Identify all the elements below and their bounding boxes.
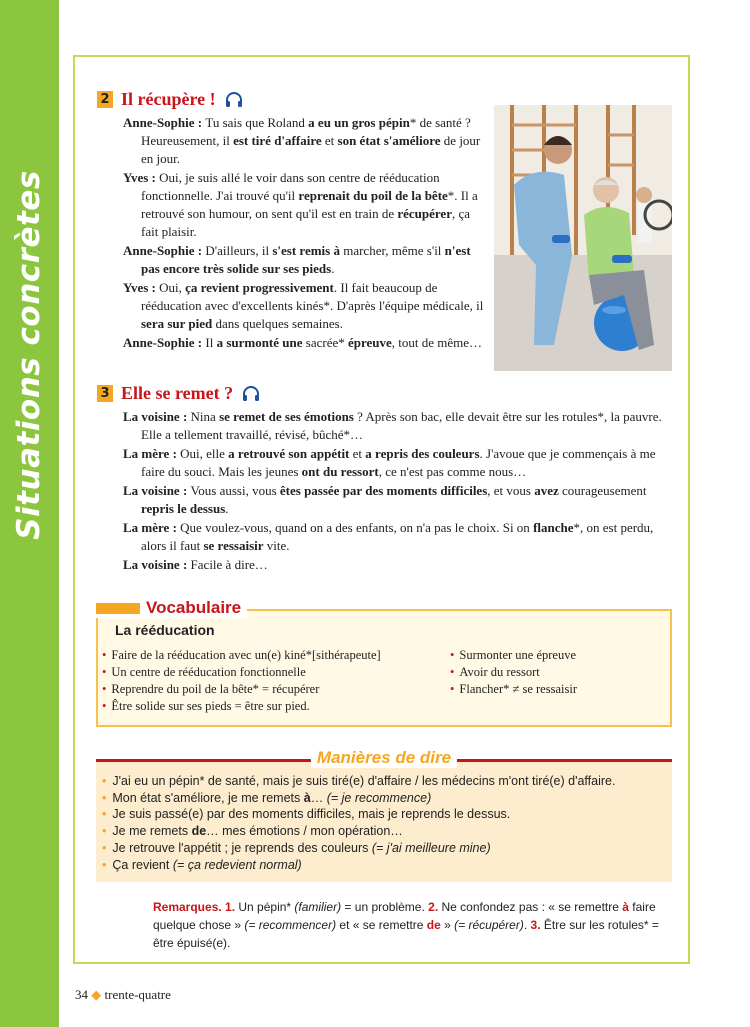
key-expression: récupérer bbox=[397, 206, 452, 221]
manieres-text: de bbox=[191, 824, 207, 839]
dialog-text: . J'avoue que je commençais à me faire du souci. Mais les jeunes bbox=[141, 446, 656, 479]
dialog-text: , ça fait plaisir. bbox=[141, 206, 471, 239]
manieres-item bbox=[102, 790, 615, 807]
dialog-text: marcher, même s'il bbox=[339, 243, 445, 258]
key-expression: a surmonté une bbox=[216, 335, 303, 350]
key-expression: repris le dessus bbox=[141, 501, 226, 516]
key-expression: est tiré d'affaire bbox=[233, 133, 322, 148]
key-expression: êtes passée par des moments difficiles bbox=[279, 483, 488, 498]
remarques-text: Être sur les rotules* = être épuisé(e). bbox=[153, 918, 659, 950]
dialog-text: . bbox=[331, 261, 335, 276]
dialog-text: sacrée* bbox=[302, 335, 348, 350]
dialog-text: et bbox=[321, 133, 338, 148]
remarques-text: faire quelque chose » bbox=[153, 900, 656, 932]
dialog-text: Vous aussi, vous bbox=[190, 483, 280, 498]
vocabulary-item: • Faire de la rééducation avec un(e) kiné*[sithérapeute] bbox=[102, 647, 381, 664]
speaker-name: La voisine : bbox=[123, 483, 191, 498]
manieres-item bbox=[102, 857, 615, 874]
dialog-text: et bbox=[349, 446, 366, 461]
section-2-dialog-line bbox=[123, 279, 485, 333]
remarques-text: Remarques. 1. bbox=[153, 900, 236, 914]
key-expression: épreuve bbox=[347, 335, 392, 350]
dialog-text: Oui, je suis allé le voir dans son centre de rééducation fonctionnelle. J'ai trouvé qu'il bbox=[141, 170, 440, 203]
manieres-text: Mon état s'améliore, je me remets bbox=[112, 790, 304, 805]
dialog-text: Que voulez-vous, quand on a des enfants, on n'a pas le choix. Si on bbox=[180, 520, 534, 535]
dialog-text: Oui, elle bbox=[180, 446, 229, 461]
section-3-dialog-line bbox=[123, 519, 673, 555]
remarques-text: (familier) bbox=[294, 900, 342, 914]
vocabulary-bar bbox=[96, 603, 140, 614]
manieres-text: (= je recommence) bbox=[326, 790, 432, 805]
key-expression: son état s'améliore bbox=[337, 133, 441, 148]
dialog-text: Facile à dire… bbox=[190, 557, 268, 572]
remarques-text: Ne confondez pas : « se remettre bbox=[438, 900, 623, 914]
vocabulary-item: • Être solide sur ses pieds = être sur pied. bbox=[102, 698, 381, 715]
vocabulary-item: • Surmonter une épreuve bbox=[450, 647, 577, 664]
key-expression: sera sur pied bbox=[141, 316, 213, 331]
section-2-header bbox=[97, 89, 244, 110]
section-2-title: Il récupère ! bbox=[121, 89, 216, 109]
section-3-dialog-line bbox=[123, 445, 673, 481]
dialog-text: Tu sais que Roland bbox=[205, 115, 309, 130]
manieres-item bbox=[102, 840, 615, 857]
speaker-name: Anne-Sophie : bbox=[123, 335, 206, 350]
remarques-note bbox=[153, 898, 673, 952]
section-2-dialog bbox=[123, 114, 485, 353]
section-2-dialog-line bbox=[123, 169, 485, 241]
section-3-dialog bbox=[123, 408, 673, 575]
vocabulary-header bbox=[96, 598, 247, 618]
section-3-title: Elle se remet ? bbox=[121, 383, 234, 403]
key-expression: ont du ressort bbox=[301, 464, 379, 479]
manieres-title: Manières de dire bbox=[311, 748, 457, 768]
manieres-text: … bbox=[310, 790, 327, 805]
vocabulary-item: • Flancher* ≠ se ressaisir bbox=[450, 681, 577, 698]
page-number bbox=[75, 987, 171, 1003]
manieres-text: (= j'ai meilleure mine) bbox=[371, 840, 491, 855]
remarques-text: 3. bbox=[530, 918, 541, 932]
manieres-item bbox=[102, 806, 615, 823]
manieres-text: Je retrouve l'appétit ; je reprends des couleurs bbox=[112, 840, 372, 855]
manieres-text: Je suis passé(e) par des moments difficiles, mais je reprends le dessus. bbox=[112, 807, 511, 822]
vocabulary-item: • Avoir du ressort bbox=[450, 664, 577, 681]
remarques-text: de bbox=[426, 918, 441, 932]
speaker-name: La mère : bbox=[123, 520, 181, 535]
key-expression: a eu un gros pépin bbox=[308, 115, 410, 130]
speaker-name: La mère : bbox=[123, 446, 181, 461]
manieres-text: Je me remets bbox=[112, 824, 192, 839]
speaker-name: Anne-Sophie : bbox=[123, 115, 206, 130]
section-2-dialog-line bbox=[123, 334, 485, 352]
key-expression: flanche bbox=[533, 520, 574, 535]
remarques-text: . bbox=[523, 918, 531, 932]
dialog-text: *, on est perdu, alors il faut bbox=[141, 520, 654, 553]
dialog-text: * de santé ? Heureusement, il bbox=[141, 115, 471, 148]
vocabulary-item: • Reprendre du poil de la bête* = récupérer bbox=[102, 681, 381, 698]
manieres-item bbox=[102, 823, 615, 840]
manieres-text: J'ai eu un pépin* de santé, mais je suis tiré(e) d'affaire / les médecins m'ont tiré(e) d'affaire. bbox=[112, 774, 616, 788]
remarques-text: à bbox=[622, 900, 629, 914]
section-3-number: 3 bbox=[97, 385, 113, 402]
vocabulary-item: • Un centre de rééducation fonctionnelle bbox=[102, 664, 381, 681]
speaker-name: La voisine : bbox=[123, 557, 191, 572]
key-expression: reprenait du poil de la bête bbox=[298, 188, 448, 203]
key-expression: ça revient progressivement bbox=[185, 280, 334, 295]
manieres-text: Ça revient bbox=[112, 857, 173, 872]
rehab-photo bbox=[494, 105, 672, 371]
remarques-text: Un pépin* bbox=[235, 900, 295, 914]
dialog-text: courageusement bbox=[558, 483, 647, 498]
dialog-text: dans quelques semaines. bbox=[212, 316, 343, 331]
dialog-text: , tout de même… bbox=[391, 335, 483, 350]
remarques-text: (= récupérer) bbox=[454, 918, 524, 932]
key-expression: se remet de ses émotions bbox=[219, 409, 354, 424]
sidebar-title: Situations concrètes bbox=[11, 170, 47, 540]
manieres-header bbox=[96, 748, 672, 770]
section-3-dialog-line bbox=[123, 482, 673, 518]
page-number-digits: 34 bbox=[75, 987, 88, 1002]
remarques-text: et « se remettre bbox=[336, 918, 427, 932]
section-3-dialog-line bbox=[123, 408, 673, 444]
key-expression: a retrouvé son appétit bbox=[228, 446, 350, 461]
page-number-word: trente-quatre bbox=[104, 987, 171, 1002]
dialog-text: de jour en jour. bbox=[141, 133, 481, 166]
speaker-name: Anne-Sophie : bbox=[123, 243, 206, 258]
sidebar bbox=[0, 0, 59, 1027]
manieres-text: (= ça redevient normal) bbox=[172, 857, 302, 872]
remarques-text: (= recommencer) bbox=[244, 918, 337, 932]
vocabulary-subtitle: La rééducation bbox=[115, 622, 215, 638]
section-2-dialog-line bbox=[123, 114, 485, 168]
dialog-text: Nina bbox=[190, 409, 220, 424]
manieres-list bbox=[102, 773, 615, 873]
speaker-name: Yves : bbox=[123, 280, 160, 295]
dialog-text: . Il fait beaucoup de rééducation avec d'excellents kinés*. D'après l'équipe médicale, il bbox=[141, 280, 484, 313]
key-expression: s'est remis à bbox=[272, 243, 340, 258]
dialog-text: Il bbox=[205, 335, 217, 350]
headphones-icon[interactable] bbox=[241, 384, 261, 404]
dialog-text: . bbox=[225, 501, 229, 516]
section-2-number: 2 bbox=[97, 91, 113, 108]
dialog-text: , ce n'est pas comme nous… bbox=[378, 464, 527, 479]
dialog-text: D'ailleurs, il bbox=[205, 243, 273, 258]
section-3-header bbox=[97, 383, 261, 404]
manieres-text: … mes émotions / mon opération… bbox=[206, 824, 403, 839]
dialog-text: vite. bbox=[263, 538, 290, 553]
vocabulary-title: Vocabulaire bbox=[146, 598, 242, 617]
remarques-text: » bbox=[440, 918, 455, 932]
manieres-item bbox=[102, 773, 615, 790]
section-3-dialog-line bbox=[123, 556, 673, 574]
dialog-text: , et vous bbox=[487, 483, 535, 498]
key-expression: avez bbox=[534, 483, 559, 498]
speaker-name: Yves : bbox=[123, 170, 160, 185]
key-expression: se ressaisir bbox=[203, 538, 264, 553]
remarques-text: = un problème. bbox=[341, 900, 429, 914]
diamond-icon: ◆ bbox=[91, 987, 102, 1002]
dialog-text: *. Il a retrouvé son humour, on sent qu'il est en train de bbox=[141, 188, 478, 221]
dialog-text: ? Après son bac, elle devait être sur les rotules*, la pauvre. Elle a tellement travaillé, révisé, bûché*… bbox=[141, 409, 662, 442]
dialog-text: Oui, bbox=[159, 280, 186, 295]
headphones-icon[interactable] bbox=[224, 90, 244, 110]
section-2-dialog-line bbox=[123, 242, 485, 278]
remarques-text: 2. bbox=[428, 900, 439, 914]
vocabulary-list-right bbox=[450, 647, 577, 698]
vocabulary-list-left bbox=[102, 647, 381, 715]
speaker-name: La voisine : bbox=[123, 409, 191, 424]
key-expression: a repris des couleurs bbox=[365, 446, 480, 461]
manieres-text: à bbox=[303, 790, 311, 805]
key-expression: n'est pas encore très solide sur ses pieds bbox=[141, 243, 471, 276]
